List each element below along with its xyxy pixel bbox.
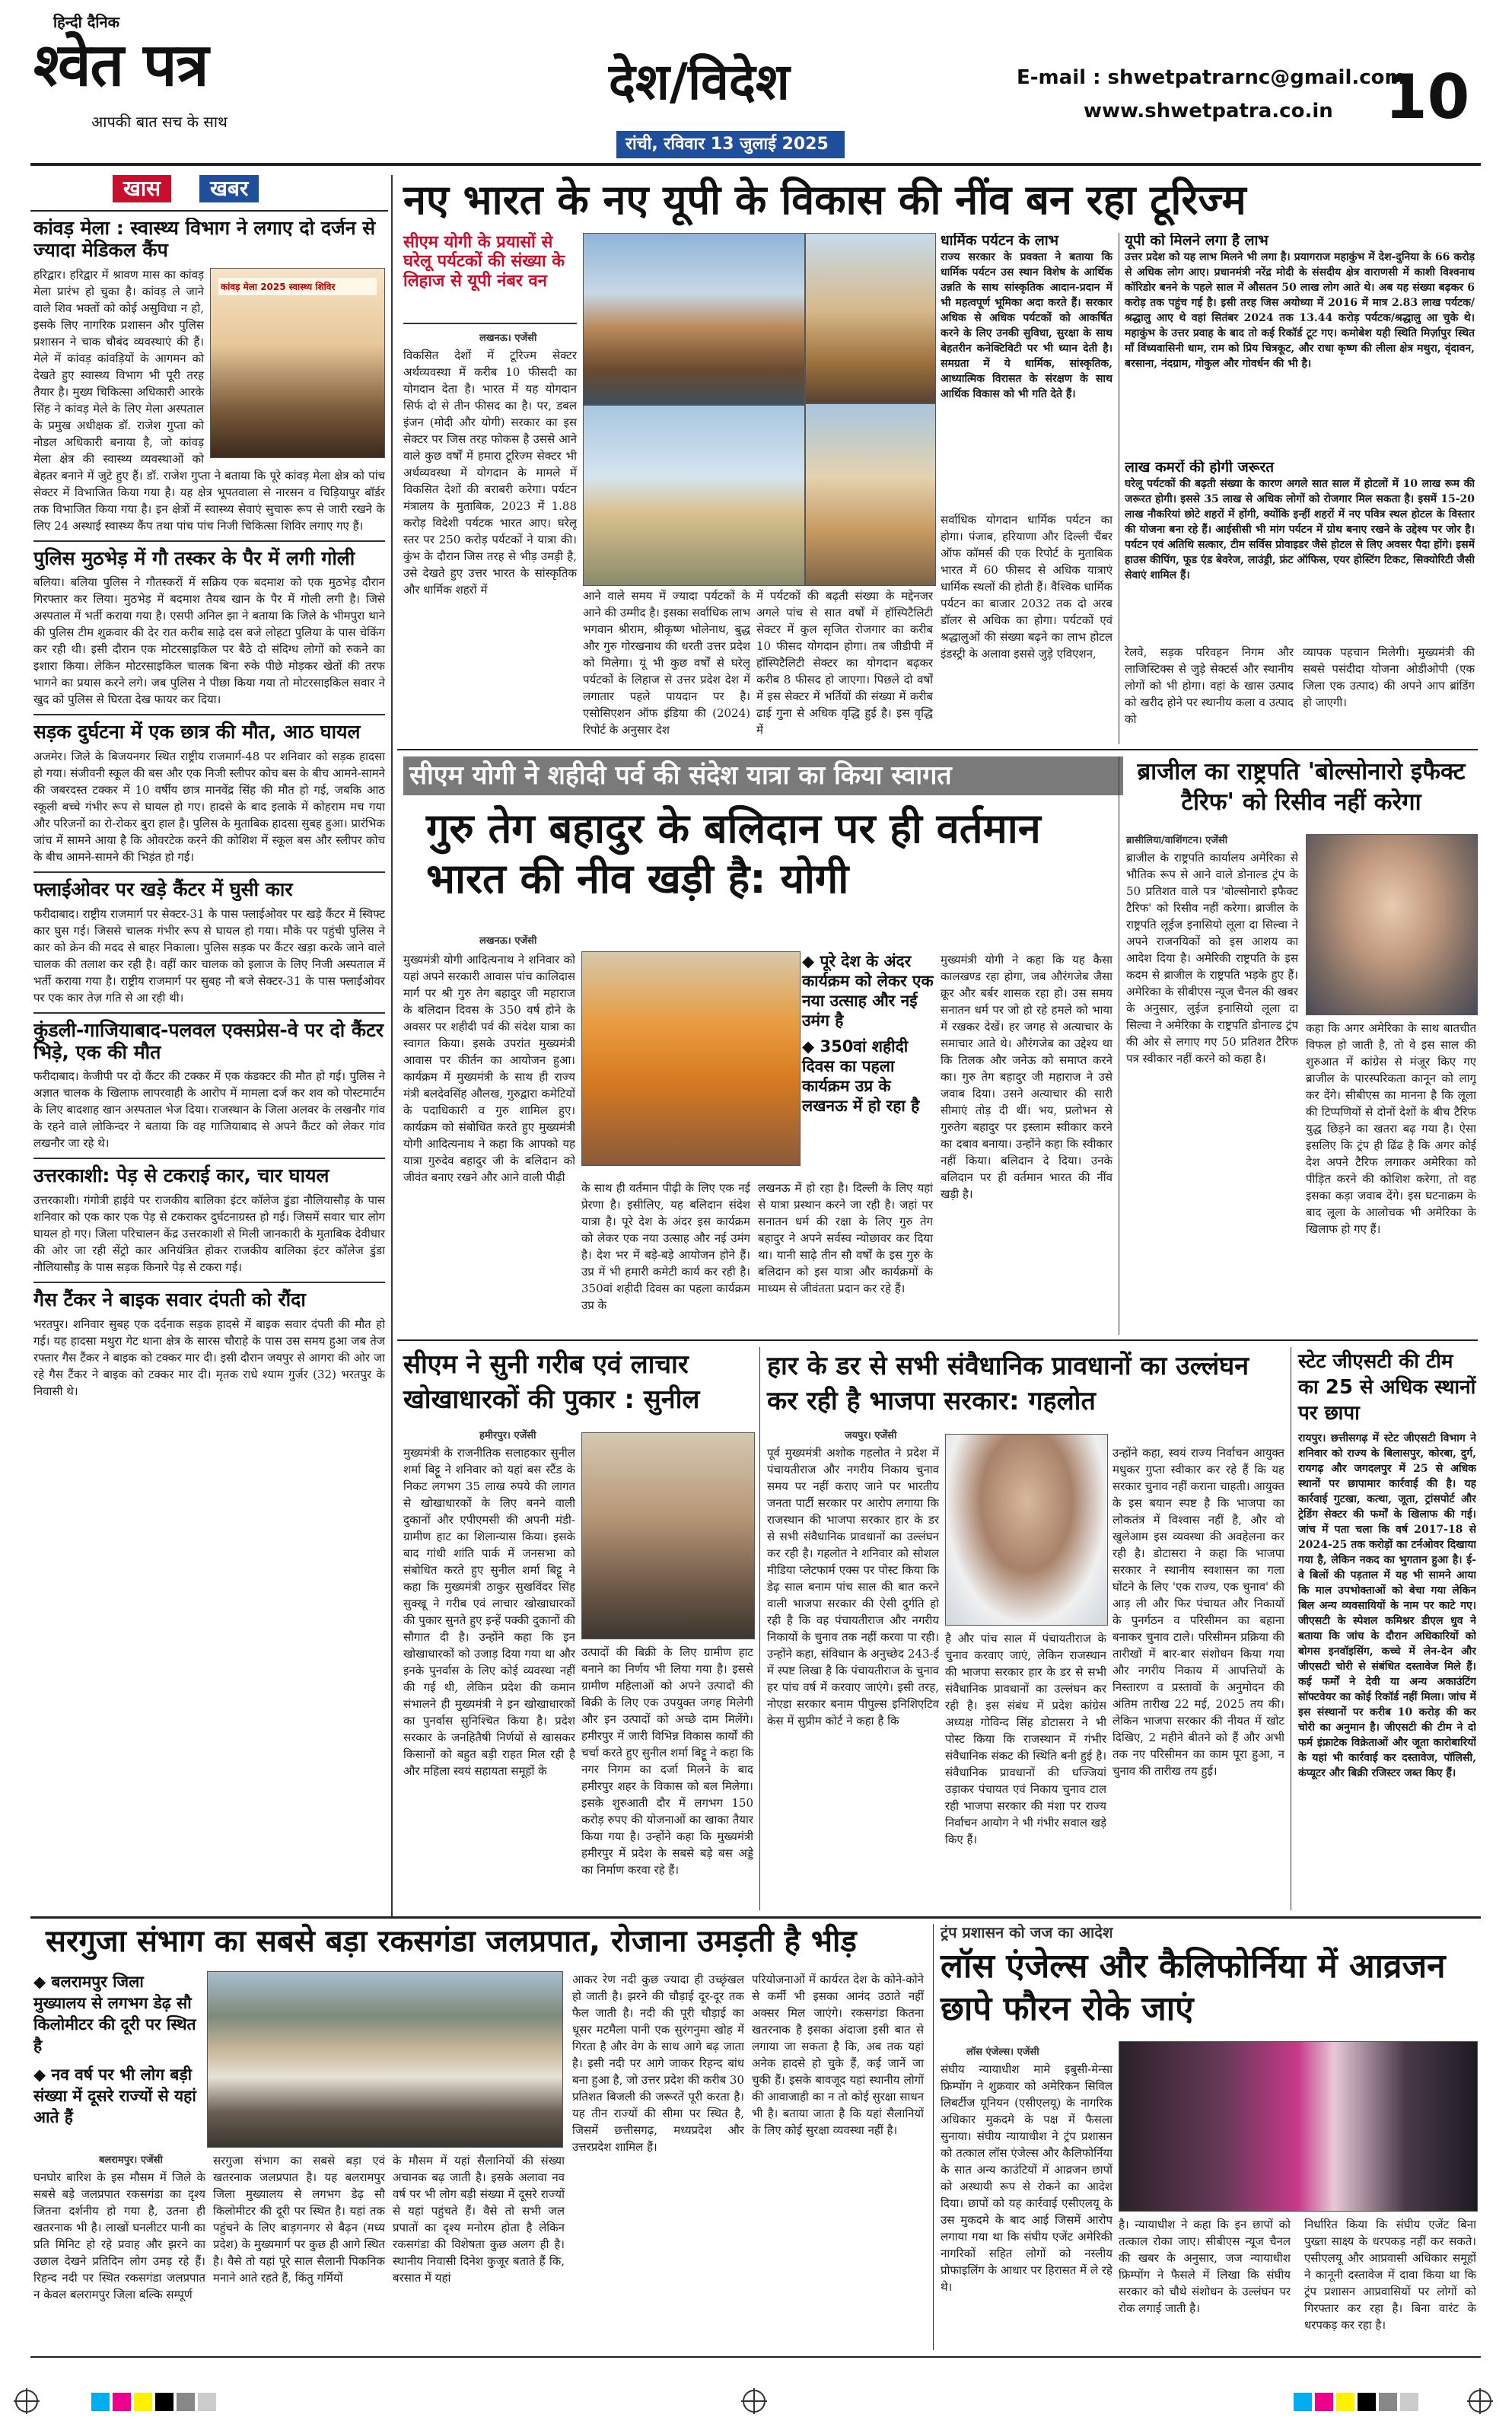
masthead-slogan: आपकी बात सच के साथ	[91, 113, 228, 131]
gehlot-body-col3: उन्होंने कहा, स्वयं राज्य निर्वाचन आयुक्त मधुकर गुप्ता स्वीकार कर रहे हैं कि यह सरकार चुनाव नहीं कराना चाहती। आयुक्त के इस बयान स्पष्ट है कि भाजपा का लोकतंत्र में विश्वास नहीं है, और वो खुलेआम इस व्यवस्था की अवहेलना कर रही है। डोटासरा ने कहा कि भाजपा सरकार ने स्थानीय स्वशासन का गला घोंटने के लिए 'एक राज्य, एक चुनाव' की आड़ ली और फिर पंचायत और निकायों के पुनर्गठन व परिसीमन का बहाना बनाकर चुनाव टाले। परिसीमन प्रक्रिया की तारीखों में बार-बार संशोधन किया गया और नगरीय निकाय में आपत्तियों के निस्तारण व प्रस्तावों के अनुमोदन की अंतिम तारीख 22 मई, 2025 तय की। लेकिन भाजपा सरकार की नीयत में खोट दिखिए, 2 महीने बीतने को हैं और अभी तक नए परिसीमन का काम पूरा हुआ, न चुनाव की तारीख तय हुई।	[1113, 1446, 1284, 1778]
medical-camp-banner: कांवड़ मेला 2025 स्वास्थ्य शिविर	[218, 278, 377, 295]
gehlot-body-col2: है और पांच साल में पंचायतीराज के चुनाव करवाए जाएं, लेकिन राजस्थान की भाजपा सरकार हार के डर से सभी संवैधानिक प्रावधानों का उल्लंघन कर रही है। इस संबंध में प्रदेश कांग्रेस अध्यक्ष गोविन्द सिंह डोटासरा ने भी पोस्ट किया कि राजस्थान में गंभीर संवैधानिक संकट की स्थिति बनी हुई है। संवैधानिक प्रावधानों की धज्जियां उड़ाकर पंचायत एवं निकाय चुनाव टाल रही भाजपा सरकार की मंशा पर राज्य निर्वाचन आयोग ने भी गंभीर सवाल खड़े किए हैं।	[945, 1632, 1106, 1846]
brief-headline: कांवड़ मेला : स्वास्थ्य विभाग ने लगाए दो दर्जन से ज्यादा मेडिकल कैंप	[33, 218, 376, 261]
waterfall-body-col4: आकर रेण नदी कुछ ज्यादा ही उच्छृंखल हो जाती है। झरने की चौड़ाई दूर-दूर तक फैल जाती है। नदी की पूरी चौड़ाई का धूसर मटमैला पानी एक सुरंगनुमा खोह में गिरता है और वेग के साथ आगे बढ़ जाता है। इसी नदी पर आगे जाकर रिहन्द बांध बना हुआ है, जो उत्तर प्रदेश की करीब 30 प्रतिशत बिजली की जरूरतें पूरी करता है। यह तीन राज्यों की सीमा पर स्थित है, जिसमें छत्तीसगढ़, मध्यप्रदेश और उत्तरप्रदेश शामिल हैं।	[572, 1973, 744, 2154]
varanasi-ghat-photo	[583, 233, 805, 405]
brief-body: बलिया। बलिया पुलिस ने गौतस्करों में सक्रिय एक बदमाश को एक मुठभेड़ दौरान गिरफ्तार कर लिया। मुठभेड़ में बदमाश तैयब खान के पैर में गोली लगी है। जिसे अस्पताल में भर्ती कराया गया है। एसपी अनिल झा ने बताया कि जिले के भीमपुरा थाने की पुलिस टीम शुक्रवार की देर रात करीब साढ़े दस बजे लोहटा पुलिया के पास चेकिंग कर रही थी। इसी दौरान एक मोटरसाइकिल पर बैठे दो संदिग्ध लोगों को रुकने का इशारा किया। लेकिन मोटरसाइकिल चालक बिना रुके पीछे मोड़कर खेतों की तरफ भागने का प्रयास करने लगे। जब पुलिस ने पीछा किया गया तो मोटरसाइकिल सवार ने खुद को पुलिस से घिरता देख फायर कर दिया।	[33, 575, 385, 707]
lead-byline: लखनऊ। एजेंसी	[479, 333, 537, 344]
waterfall-body-col5: परियोजनाओं में कार्यरत देश के कोने-कोने से कर्मी भी इसका आनंद उठाते नहीं अक्सर मिल जाएंगे। रकसगंडा कितना खतरनाक है इसका अंदाजा इसी बात से लगाया जा सकता है कि, अब तक यहां अनेक हादसे हो चुके हैं, कई जानें जा चुकी हैं। इसके बावजूद यहां स्थानीय लोगों की आवाजाही का न तो कोई सुरक्षा साधन भी है। बताया जाता है कि यहां सैलानियों के लिए कोई सुरक्षा व्यवस्था नहीं है।	[752, 1973, 924, 2137]
waterfall-body-col1: घनघोर बारिश के इस मौसम में जिले के सबसे बड़े जलप्रपात रकसगंडा का दृश्य जितना दर्शनीय हो गया है, उतना ही खतरनाक भी है। लाखों घनलीटर पानी का प्रति मिनिट हो रहे प्रवाह और झरने का उछाल देखने प्रतिदिन लोग उमड़ रहे हैं। रिहन्द नदी पर स्थित रकसगंडा जलप्रपात न केवल बलरामपुर जिला बल्कि सम्पूर्ण	[33, 2171, 205, 2301]
yogi-body-col1: मुख्यमंत्री योगी आदित्यनाथ ने शनिवार को यहां अपने सरकारी आवास पांच कालिदास मार्ग पर श्री गुरु तेग बहादुर जी महाराज के बलिदान दिवस के 350 वर्ष होने के अवसर पर शहीदी पर्व की संदेश यात्रा का स्वागत किया। इसके उपरांत मुख्यमंत्री आवास पर कीर्तन का आयोजन हुआ। कार्यक्रम में मुख्यमंत्री के साथ ही राज्य मंत्री बलदेवसिंह औलख, गुरुद्वारा कमेटियों के पदाधिकारी व गुरु शामिल हुए। कार्यक्रम को संबोधित करते हुए मुख्यमंत्री योगी आदित्यनाथ ने कहा कि आपको यह यात्रा गुरुदेव बहादुर जी के बलिदान को जीवंत बनाए रखने और आने वाली पीढ़ी	[403, 953, 575, 1184]
waterfall-bullets	[33, 1971, 201, 2139]
la-body-col3: निर्धारित किया कि संघीय एजेंट बिना पुख्ता साक्ष्य के धरपकड़ नहीं कर सकते। एसीएलयू और आप्रवासी अधिकार समूहों ने कानूनी दस्तावेज में दावा किया था कि ट्रंप प्रशासन आप्रवासियों पर लोगों को गिरफ्तार कर रहा है। बिना वारंट के धरपकड़ कर रहा है।	[1304, 2218, 1476, 2332]
website-text[interactable]: www.shwetpatra.co.in	[1084, 100, 1333, 123]
brief-headline: फ्लाईओवर पर खड़े कैंटर में घुसी कार	[33, 878, 293, 900]
sunil-byline: हमीरपुर। एजेंसी	[479, 1430, 536, 1441]
up-benefit-box	[1125, 233, 1475, 454]
brief-body: हरिद्वार। हरिद्वार में श्रावण मास का कांवड़ मेला प्रारंभ हो चुका है। कांवड़ ले जाने वाले शिव भक्तों को कोई असुविधा न हो, इसके लिए नागरिक प्रशासन और पुलिस प्रशासन ने चाक चौबंद व्यवस्थाएं की हैं। मेले में कांवड़ कांवड़ियों के आगमन को देखते हुए स्वास्थ्य विभाग भी पूरी तरह तैयार है। मुख्य चिकित्सा अधिकारी आरके सिंह ने कांवड़ मेले के लिए मेला अस्पताल के प्रमुख अधीक्षक डॉ. राजेश गुप्ता को नोडल अधिकारी बनाया है, जो कांवड़ मेला क्षेत्र की स्वास्थ्य व्यवस्थाओं को बेहतर बनाने में जुटे हुए हैं। डॉ. राजेश गुप्ता ने बताया कि पूरे कांवड़ मेला क्षेत्र को पांच सेक्टर में विभाजित किया गया है। यह क्षेत्र भूपतवाला से नारसन व चिड़ियापुर बॉर्डर तक विभाजित किया गया है। इन क्षेत्रों में स्वास्थ्य सेवाएं सुचारू रूप से जारी रखने के लिए 24 अस्थाई स्वास्थ्य कैंप तथा पांच पांच निजी चिकित्सा शिविर लगाए गए हैं।	[33, 267, 385, 533]
box-body: राज्य सरकार के प्रवक्ता ने बताया कि धार्मिक पर्यटन उस स्थान विशेष के आर्थिक उन्नति के साथ सांस्कृतिक आदान-प्रदान में भी महत्वपूर्ण भूमिका अदा करते हैं। सरकार अधिक से अधिक पर्यटकों को आकर्षित करने के लिए उनकी सुविधा, सुरक्षा के साथ बेहतरीन कनेक्टिविटी पर भी ध्यान देती है। समग्रता में ये धार्मिक, सांस्कृतिक, आध्यात्मिक विरासत के संरक्षण के साथ आर्थिक विकास को भी गति देते हैं।	[941, 250, 1113, 400]
religious-tourism-box	[941, 233, 1113, 507]
waterfall-bullet: ◆ बलरामपुर जिला मुख्यालय से लगभग डेढ़ सौ किलोमीटर की दूरी पर स्थित है	[33, 1973, 196, 2055]
waterfall-bullet: ◆ नव वर्ष पर भी लोग बड़ी संख्या में दूसरे राज्यों से यहां आते हैं	[33, 2065, 196, 2126]
brazil-body-col1: ब्राजील के राष्ट्रपति कार्यालय अमेरिका से भौतिक रूप से आने वाले डोनाल्ड ट्रंप के 50 प्रतिशत वाले पत्र 'बोल्सोनारो इफैक्ट टैरिफ' को रिसीव नहीं करेगा। ब्राजील के राष्ट्रपति लूईज इनासियो लूला दा सिल्वा ने अपने राजनयिकों को इस आशय का आदेश दिया है। अमेरिकी राष्ट्रपति के इस कदम से ब्राजील के राष्ट्रपति भड़के हुए हैं। अमेरिका के सीबीएस न्यूज चैनल की खबर के अनुसार, लुईज इनासियो लूला दा सिल्वा ने अमेरिका के राष्ट्रपति डोनाल्ड ट्रंप की ओर से लगाए गए 50 प्रतिशत टैरिफ पत्र स्वीकार नहीं करने को कहा है।	[1126, 851, 1298, 1065]
la-headline: लॉस एंजेल्स और कैलिफोर्निया में आव्रजन छापे फौरन रोके जाएं	[941, 1947, 1446, 2028]
left-column	[33, 218, 385, 1900]
masthead-tagline: हिन्दी दैनिक	[53, 13, 120, 31]
gst-body: रायपुर। छत्तीसगढ़ में स्टेट जीएसटी विभाग ने शनिवार को राज्य के बिलासपुर, कोरबा, दुर्ग, रायगढ़ और जगदलपुर में 25 से अधिक स्थानों पर छापामार कार्रवाई की है। यह कार्रवाई गुटखा, कत्था, जूता, ट्रांसपोर्ट और ट्रेडिंग सेक्टर की फर्मों के खिलाफ की गई। जांच में पता चला कि वर्ष 2017-18 से 2024-25 तक करोड़ों का टर्नओवर दिखाया गया है, लेकिन नकद का भुगतान हुआ है। ई-वे बिलों की पड़ताल में यह भी सामने आया कि माल उपभोक्ताओं को बेचा गया लेकिन बिल अन्य व्यवसायियों के नाम पर काटे गए। जीएसटी के स्पेशल कमिश्नर डीएल धुव ने बताया कि जांच के दौरान अधिकारियों को बोगस इनवॉइसिंग, कच्चे में लेन-देन और जीएसटी चोरी से संबंधित दस्तावेज मिले हैं। कई फर्मों ने देवी या अन्य अकाउंटिंग सॉफ्टवेयर का कोई रिकॉर्ड नहीं मिला। जांच में इस संस्थानों पर करीब 10 करोड़ की कर चोरी का अनुमान है। जीएसटी की टीम ने दो फर्म इंफ्राटेक विक्रेताओं और जूता कारोबारियों के यहां भी कार्रवाई कर दस्तावेज, पॉलिसी, कंप्यूटर और बिक्री रजिस्टर जब्त किए हैं।	[1298, 1432, 1476, 1779]
brief-item	[33, 218, 385, 534]
waterfall-body-col2: सरगुजा संभाग का सबसे बड़ा एवं खतरनाक जलप्रपात है। यह बलरामपुर जिला मुख्यालय से लगभग डेढ़ सौ किलोमीटर की दूरी पर स्थित है। यहां तक पहुंचने के लिए बाड़गनगर से बैढ़न (मध्य प्रदेश) के मुख्यमार्ग पर कुछ ही आगे स्थित है। वैसे तो यहां पूरे साल सैलानी पिकनिक मनाने आते रहते हैं, किंतु गर्मियों	[213, 2154, 385, 2285]
brief-headline: सड़क दुर्घटना में एक छात्र की मौत, आठ घायल	[33, 721, 361, 744]
brief-headline: उत्तरकाशी: पेड़ से टकराई कार, चार घायल	[33, 1164, 329, 1187]
la-raid-photo	[1119, 2041, 1478, 2212]
temple-photo	[805, 233, 936, 403]
bullet-text: बलरामपुर जिला मुख्यालय से लगभग डेढ़ सौ किलोमीटर की दूरी पर स्थित है	[33, 1973, 196, 2055]
yogi-bullets	[802, 951, 936, 1180]
brief-headline: गैस टैंकर ने बाइक सवार दंपती को रौंदा	[33, 1288, 306, 1311]
gehlot-body-col1: पूर्व मुख्यमंत्री अशोक गहलोत ने प्रदेश में पंचायतीराज और नगरीय निकाय चुनाव समय पर नहीं कराए जाने पर भारतीय जनता पार्टी सरकार पर आरोप लगाया कि राजस्थान की भाजपा सरकार हार के डर से सभी संवैधानिक प्रावधानों का उल्लंघन कर रही है। गहलोत ने शनिवार को सोशल मीडिया प्लेटफार्म एक्स पर पोस्ट किया कि डेढ़ साल बनाम पांच साल की बात करने वाली भाजपा सरकार की ऐसी दुर्गति हो रही है कि वह पंचायतीराज और नगरीय निकायों के चुनाव तक नहीं करवा पा रही। उन्होंने कहा, संविधान के अनुच्छेद 243-ई में स्पष्ट लिखा है कि पंचायतीराज के चुनाव हर पांच वर्ष में करवाए जाएंगे। इसी तरह, नोएडा सरकार बनाम पीपुल्स इनिशिएटिव केस में सुप्रीम कोर्ट ने कहा है कि	[767, 1446, 939, 1728]
brief-body: भरतपुर। शनिवार सुबह एक दर्दनाक सड़क हादसे में बाइक सवार दंपती की मौत हो गई। यह हादसा मथुरा गेट थाना क्षेत्र के सारस चौराहे के पास उस समय हुआ जब तेज रफ्तार गैस टैंकर ने बाइक को टक्कर मार दी। इसी दौरान जयपुर से आगरा की ओर जा रहे गैस टैंकर ने बाइक को टक्कर मार दी। मृतक राधे श्याम गुर्जर (32) भरतपुर के निवासी थे।	[33, 1317, 385, 1398]
sunil-body-col1: मुख्यमंत्री के राजनीतिक सलाहकार सुनील शर्मा बिट्टू ने शनिवार को यहां बस स्टैंड के निकट लगभग 35 लाख रुपये की लागत से खोखाधारकों के लिए बनने वाली दुकानों और एपीएमसी की अपनी मंडी-ग्रामीण हाट का शिलान्यास किया। इसके बाद गांधी शांति पार्क में जनसभा को संबोधित करते हुए सुनील शर्मा बिट्टू ने कहा कि मुख्यमंत्री ठाकुर सुखविंदर सिंह सुक्खू ने गरीब एवं लाचार खोखाधारकों की पुकार सुनते हुए इन्हें पक्की दुकानों की सौगात दी है। उन्होंने कहा कि इन खोखाधारकों को उजाड़ दिया गया था और इनके पुनर्वास के लिए कोई व्यवस्था नहीं की गई थी, लेकिन प्रदेश की कमान संभालने ही मुख्यमंत्री ने इन खोखाधारकों का पुनर्वास सुनिश्चित किया है। प्रदेश सरकार के जनहितैषी निर्णयों से खासकर किसानों को बहुत बड़ी राहत मिल रही है और महिला स्वयं सहायता समूहों के	[403, 1446, 575, 1778]
section-title: देश/विदेश	[609, 53, 790, 111]
medical-camp-photo	[210, 268, 385, 458]
la-divider	[933, 1924, 934, 2350]
lead-body-col1: विकसित देशों में टूरिज्म सेक्टर अर्थव्यवस्था में करीब 10 फीसदी का योगदान देता है। भारत में यह योगदान सिर्फ दो से तीन फीसद का है। पर, डबल इंजन (मोदी और योगी) सरकार का इस सेक्टर पर जिस तरह फोकस है उससे आने वाले कुछ वर्षों में हमारा टूरिज्म सेक्टर भी अर्थव्यवस्था में योगदान के मामले में विकसित देशों की बराबरी करेगा। पर्यटन मंत्रालय के मुताबिक, 2023 में 1.88 करोड़ विदेशी पर्यटक भारत आए। घरेलू स्तर पर 250 करोड़ पर्यटकों ने यात्रा की। कुंभ के दौरान जिस तरह से भीड़ उमड़ी है, उसे देखते हुए उत्तर भारत के सांस्कृतिक और धार्मिक शहरों में	[403, 349, 577, 597]
yogi-body-col2: के साथ ही वर्तमान पीढ़ी के लिए एक नई प्रेरणा है। इसीलिए, यह बलिदान संदेश यात्रा है। पूरे देश के अंदर इस कार्यक्रम को लेकर एक नया उत्साह और नई उमंग है। देश भर में बड़े-बड़े आयोजन होने हैं। उप्र में भी हमारी कमेटी कार्य कर रही है। 350वां शहीदी दिवस का पहला कार्यक्रम उप्र के	[581, 1181, 750, 1312]
brief-body: उत्तरकाशी। गंगोत्री हाईवे पर राजकीय बालिका इंटर कॉलेज डुंडा नौलियासौड़ के पास शनिवार को एक कार एक पेड़ से टकराकर दुर्घटनाग्रस्त हो गई। जिसमें सवार चार लोग घायल हो गए। जिला परिचालन केंद्र उत्तरकाशी से मिली जानकारी के मुताबिक देवीधार की ओर जा रही सेंट्रो कार अनियंत्रित होकर राजकीय बालिका इंटर कॉलेज डुंडा नौलियासौड़ के पास सड़क किनारे पेड़ से टकरा गई।	[33, 1193, 385, 1274]
waterfall-headline: सरगुजा संभाग का सबसे बड़ा रकसगंडा जलप्रपात, रोजाना उमड़ती है भीड़	[46, 1924, 857, 1959]
brief-body: फरीदाबाद। केजीपी पर दो कैंटर की टक्कर में एक कंडक्टर की मौत हो गई। पुलिस ने अज्ञात चालक के खिलाफ लापरवाही के आरोप में मामला दर्ज कर शव को पोस्टमार्टम के लिए बादशाह खान अस्पताल भेज दिया। राजस्थान के जिला अलवर के लखनौर गांव के रहने वाले लोकिन्दर ने बताया कि वह गाजियाबाद से अपने कैंटर को लेकर गांव लखनौर जा रहे थे।	[33, 1069, 385, 1151]
box-head: लाख कमरों की होगी जरूरत	[1125, 460, 1275, 476]
lead-body-col4: सर्वाधिक योगदान धार्मिक पर्यटन का होगा। पंजाब, हरियाणा और दिल्ली चैंबर ऑफ कॉमर्स की एक रिपोर्ट के मुताबिक भारत में 60 फीसद से अधिक यात्राएं धार्मिक स्थलों की होती हैं। वैश्विक धार्मिक पर्यटन का बाजार 2032 तक दो अरब डॉलर से अधिक का होगा। पर्यटकों एवं श्रद्धालुओं की संख्या बढ़ने का लाभ होटल इंडस्ट्री के अलावा इससे जुड़े एविएशन,	[941, 513, 1113, 661]
yogi-photo	[581, 951, 801, 1166]
waterfall-photo	[207, 1971, 563, 2148]
la-body-col2: है। न्यायाधीश ने कहा कि इन छापों को तत्काल रोका जाए। सीबीएस न्यूज चैनल की खबर के अनुसार, जज न्यायाधीश फ्रिम्पोंग ने फैसले में लिखा कि संघीय सरकार को चौथे संशोधन के उल्लंघन पर रोक लगाई जाती है।	[1119, 2218, 1291, 2315]
mid-rule	[397, 1339, 1478, 1341]
la-body-col1: संघीय न्यायाधीश मामे इबुसी-मेन्सा फ्रिम्पोंग ने शुक्रवार को अमेरिकन सिविल लिबर्टीज यूनियन (एसीएलयू) के नागरिक अधिकार मुकदमे के पक्ष में फैसला सुनाया। संघीय न्यायाधीश ने ट्रंप प्रशासन को तत्काल लॉस एंजेल्स और कैलिफोर्निया के सात अन्य काउंटियों में आव्रजन छापों को अस्थायी रूप से रोकने का आदेश दिया। छापों को यह कार्रवाई एसीएलयू के उस मुकदमे के बाद आई जिसमें आरोप लगाया गया था कि संघीय एजेंट अमेरिकी नागरिकों सहित लोगों को नस्लीय प्रोफाइलिंग के आधार पर हिरासत में ले रहे थे।	[941, 2062, 1113, 2294]
color-bar-left	[91, 2393, 219, 2414]
brazil-body-col2: कहा कि अगर अमेरिका के साथ बातचीत विफल हो जाती है, तो वे इस साल की शुरुआत में कांग्रेस से मंजूर किए गए ब्राजील के पारस्परिकता कानून को लागू कर देंगे। सीबीएस का मानना है कि लूला की टिप्पणियों से दोनों देशों के बीच टैरिफ युद्ध छिड़ने का खतरा बढ़ गया है। ऐसा इसलिए कि ट्रंप ही ढिंढ है कि अगर कोई देश अपने टैरिफ लगाकर अमेरिका को पीड़ित करने की कोशिश करेगा, तो वह इसका कड़ा जवाब देंगे। इस घटनाक्रम के बाद लूला के आलोचक भी अमेरिका के खिलाफ हो गए हैं।	[1306, 1021, 1476, 1236]
lead-bottom-rule	[397, 749, 1478, 750]
footer-rule	[30, 2356, 1481, 2358]
waterfall-body-col3: के मौसम में यहां सैलानियों की संख्या अचानक बढ़ जाती है। इसके अलावा नव वर्ष पर भी लोग बड़ी संख्या में दूसरे राज्यों से यहां पहुंचते हैं। वैसे तो सभी जल प्रपातों का दृश्य मनोरम होता है लेकिन रकसगंडा की विशेषता कुछ अलग ही है। स्थानीय निवासी दिनेश कुजूर बताते हैं कि, बरसात में यहां	[393, 2154, 565, 2285]
waterfall-byline: बलरामपुर। एजेंसी	[99, 2155, 163, 2166]
box-head: धार्मिक पर्यटन के लाभ	[941, 233, 1059, 249]
lead-body-col6: व्यापक पहचान मिलेगी। मुख्यमंत्री की सबसे पसंदीदा योजना ओडीओपी (एक जिला एक उत्पाद) की अपने आप ब्रांडिंग हो जाएगी।	[1303, 645, 1475, 709]
gehlot-headline: हार के डर से सभी संवैधानिक प्रावधानों का उल्लंघन कर रही है भाजपा सरकार: गहलोत	[767, 1351, 1249, 1416]
bullet-text: नव वर्ष पर भी लोग बड़ी संख्या में दूसरे राज्यों से यहां आते हैं	[33, 2065, 196, 2126]
ram-mandir-photo	[805, 403, 936, 586]
yogi-bullet: ◆ पूरे देश के अंदर कार्यक्रम को लेकर एक नया उत्साह और नई उमंग है	[802, 952, 934, 1030]
lead-body-col2: आने वाले समय में ज्यादा पर्यटकों के आने की उम्मीद है। इसका सर्वाधिक लाभ भगवान श्रीराम, श्रीकृष्ण भोलेनाथ, बुद्ध और गुरु गोरखनाथ की धरती उत्तर प्रदेश को मिलेगा। यूं भी कुछ वर्षों से घरेलू पर्यटकों के लिहाज से उत्तर प्रदेश देश में लगातार पहले पायदान पर है। एसोसिएशन ऑफ इंडिया की (2024) रिपोर्ट के अनुसार देश	[583, 589, 750, 737]
lower-rule	[30, 1916, 1481, 1919]
brief-headline: पुलिस मुठभेड़ में गौ तस्कर के पैर में लगी गोली	[33, 546, 355, 569]
box-body: उत्तर प्रदेश को यह लाभ मिलने भी लगा है। प्रयागराज महाकुंभ में देश-दुनिया के 66 करोड़ से अधिक लोग आए। प्रधानमंत्री नरेंद्र मोदी के संसदीय क्षेत्र वाराणसी में काशी विश्वनाथ कॉरिडोर बनने के पहले साल में औसतन 50 लाख लोग आते थे। अब यह संख्या बढ़कर 6 करोड़ तक पहुंच गई है। इसी तरह जिस अयोध्या में 2016 में मात्र 2.83 लाख पर्यटक/श्रद्धालु आए थे वहां सितंबर 2024 तक 13.44 करोड़ पर्यटक/श्रद्धालु आ चुके थे। महाकुंभ के उत्तर प्रवाह के बाद तो कई रिकॉर्ड टूट गए। कमोबेश यही स्थिति मिर्ज़ापुर स्थित माँ विंध्यवासिनी धाम, राम को प्रिय चित्रकूट, और राधा कृष्ण की लीला क्षेत्र मथुरा, वृंदावन, बरसाना, नंदग्राम, गोकुल और गोवर्धन की भी है।	[1125, 250, 1475, 370]
sunil-event-photo	[581, 1432, 755, 1639]
rooms-box	[1125, 460, 1475, 639]
brief-body: अजमेर। जिले के बिजयनगर स्थित राष्ट्रीय राजमार्ग-48 पर शनिवार को सड़क हादसा हो गया। संजीवनी स्कूल की बस और एक निजी स्लीपर कोच बस के बीच आमने-सामने की जबरदस्त टक्कर में 10 वर्षीय छात्र मानवेंद्र सिंह की मौत हो गई, जबकि आठ स्कूली बच्चे गंभीर रूप से घायल हो गए। हादसे के बाद इलाके में कोहराम मच गया और परिजनों का रो-रोकर बुरा हाल है। पुलिस के मुताबिक हादसा सुबह हुआ। प्रारंभिक जांच में सामने आया है कि ओवरटेक करने की कोशिश में स्कूल बस और स्लीपर कोच के बीच आमने-सामने की भिड़ंत हो गई।	[33, 750, 385, 864]
gehlot-byline: जयपुर। एजेंसी	[845, 1430, 897, 1441]
color-bar-right	[1294, 2393, 1421, 2414]
lead-deck-box	[403, 233, 577, 324]
brief-headline: कुंडली-गाजियाबाद-पलवल एक्सप्रेस-वे पर दो कैंटर भिड़े, एक की मौत	[33, 1018, 384, 1063]
lead-body-col5: रेलवे, सड़क परिवहन निगम और लाजिस्टिक्स से जुड़े सेक्टर्स और स्थानीय लोगों को भी होगा। वहां के खास उत्पाद को खरीद होने पर स्थानीय कला व उत्पाद को	[1125, 645, 1294, 726]
lead-headline: नए भारत के नए यूपी के विकास की नींव बन रहा टूरिज्म	[403, 176, 1246, 224]
registration-mark-icon	[1469, 2390, 1491, 2413]
yogi-kicker: सीएम योगी ने शहीदी पर्व की संदेश यात्रा का किया स्वागत	[403, 756, 1123, 795]
yogi-byline: लखनऊ। एजेंसी	[479, 935, 537, 947]
bullet-text: 350वां शहीदी दिवस का पहला कार्यक्रम उप्र के लखनऊ में हो रहा है	[802, 1037, 920, 1115]
lula-photo	[1306, 834, 1478, 1015]
sunil-body-col2: उत्पादों की बिक्री के लिए ग्रामीण हाट बनाने का निर्णय भी लिया गया है। इससे ग्रामीण महिलाओं को अपने उत्पादों की बिक्री के लिए एक उपयुक्त जगह मिलेगी और इन उत्पादों को अच्छे दाम मिलेंगे। हमीरपुर में जारी विभिन्न विकास कार्यों की चर्चा करते हुए सुनील शर्मा बिट्टू ने कहा कि नगर निगम का दर्जा मिलने के बाद हमीरपुर शहर के विकास को बल मिलेगा। इसके शुरुआती दौर में लगभग 150 करोड़ रुपए की योजनाओं का खाका तैयार किया गया है। उन्होंने कहा कि मुख्यमंत्री हमीरपुर में प्रदेश के सबसे बड़े बस अड्डे का निर्माण करवा रहे हैं।	[581, 1645, 753, 1877]
gst-headline: स्टेट जीएसटी की टीम का 25 से अधिक स्थानों पर छापा	[1298, 1350, 1476, 1425]
sunil-headline: सीएम ने सुनी गरीब एवं लाचार खोखाधारकों की पुकार : सुनील	[403, 1349, 700, 1415]
registration-mark-icon	[15, 2390, 38, 2413]
yogi-headline: गुरु तेग बहादुर के बलिदान पर ही वर्तमान भारत की नीव खड़ी है: योगी	[426, 804, 1041, 903]
left-col-divider	[391, 175, 393, 1918]
yogi-body-col3: लखनऊ में हो रहा है। दिल्ली के लिए यहां से यात्रा प्रस्थान करने जा रही है। जहां पर सनातन धर्म की रक्षा के लिए गुरु तेग बहादुर ने अपने सर्वस्व न्योछावर कर दिया था। यानी साढ़े तीन सौ वर्षों के इस गुरु के बलिदान को इस यात्रा और कार्यक्रमों के माध्यम से जीवंतता प्रदान कर रहे हैं।	[758, 1181, 933, 1295]
khabar-tag: खबर	[199, 175, 259, 202]
brazil-headline: ब्राजील का राष्ट्रपति 'बोल्सोनारो इफैक्ट टैरिफ' को रिसीव नहीं करेगा	[1137, 758, 1466, 816]
yogi-body-col4: मुख्यमंत्री योगी ने कहा कि यह कैसा कालखण्ड रहा होगा, जब औरंगजेब जैसा क्रूर और बर्बर शासक रहा हो। उस समय सनातन धर्म पर जो हो रहे हमले को भाया में रखकर देखें। हर जगह से अत्याचार के समाचार आते थे। औरंगजेब का उद्देश्य था कि तिलक और जनेऊ को समाप्त करने का। गुरु तेग बहादुर जी महाराज ने उसे जवाब दिया। उसने अत्याचार की सारी सीमाएं तोड़ दी थीं। भय, प्रलोभन से गुरुतेग बहादुर पर इस्लाम स्वीकार करने का दबाव बनाया। उन्होंने कहा कि स्वीकार नहीं किया। बलिदान दे दिया। उनके बलिदान पर ही वर्तमान भारत की नींव खड़ी है।	[941, 953, 1113, 1201]
box-head: यूपी को मिलने लगा है लाभ	[1125, 233, 1268, 249]
brazil-byline: ब्रासीलिया/वाशिंगटन। एजेंसी	[1126, 835, 1228, 846]
registration-mark-icon	[743, 2390, 766, 2413]
buddha-statue-photo	[583, 405, 805, 586]
lead-body-col3: में पर्यटकों की बढ़ती संख्या के मद्देनजर अगले पांच से सात वर्षों में हॉस्पिटैलिटी सेक्टर में कुल सृजित रोजगार का करीब 10 फीसद योगदान होगा। तब जीडीपी में हॉस्पिटैलिटी सेक्टर का योगदान बढ़कर करीब 8 फीसद हो जाएगा। पिछले दो वर्षों में इस सेक्टर में भर्तियों की संख्या में करीब ढाई गुना से अधिक वृद्धि हुई है। इस वृद्धि में	[756, 589, 933, 737]
la-kicker: ट्रंप प्रशासन को जज का आदेश	[941, 1923, 1113, 1941]
khas-rule	[30, 210, 388, 212]
la-byline: लॉस एंजेल्स। एजेंसी	[966, 2046, 1039, 2058]
masthead-rule	[30, 163, 1481, 166]
masthead-logo: श्वेत पत्र	[33, 31, 208, 100]
yogi-bullet: ◆ 350वां शहीदी दिवस का पहला कार्यक्रम उप्र के लखनऊ में हो रहा है	[802, 1037, 920, 1115]
bullet-text: पूरे देश के अंदर कार्यक्रम को लेकर एक नया उत्साह और नई उमंग है	[802, 952, 934, 1030]
khas-tag: खास	[113, 175, 171, 202]
gehlot-photo	[945, 1434, 1108, 1626]
email-text[interactable]: E-mail : shwetpatrarnc@gmail.com	[1017, 66, 1405, 89]
lead-deck: सीएम योगी के प्रयासों से घरेलू पर्यटकों की संख्या के लिहाज से यूपी नंबर वन	[403, 233, 565, 291]
sunil-divider	[759, 1347, 760, 1910]
dateline: रांची, रविवार 13 जुलाई 2025	[625, 135, 829, 154]
box-body: घरेलू पर्यटकों की बढ़ती संख्या के कारण अगले सात साल में होटलों में 10 लाख रूम की जरूरत होगी। इससे 35 लाख से अधिक लोगों को रोजगार मिल सकता है। इसमें 15-20 लाख नौकरियां छोटे शहरों में होंगी, क्योंकि इन्हीं शहरों में नए पवित्र स्थल होटल के विस्तार की योजना बना रहे हैं। आईसीसी भी मांग पर्यटन में ग्रोथ बनाए रखने के उद्देश्य पर जोर है। पर्यटन एवं अतिथि सत्कार, टीम सर्विस प्रोवाइडर जैसे होटल से लिए अवसर पैदा होंगे। इसमें हाउस कीपिंग, फूड एंड बेवरेज, लाउंड्री, फ्रंट ऑफिस, एयर होस्टिंग टिकट, सिक्योरिटी जैसी सेवाएं शामिल हैं।	[1125, 477, 1475, 581]
brief-body: फरीदाबाद। राष्ट्रीय राजमार्ग पर सेक्टर-31 के पास फ्लाईओवर पर खड़े कैंटर में स्विफ्ट कार घुस गई। जिससे चालक गंभीर रूप से घायल हो गया। मौके पर पहुंची पुलिस ने कार को क्रेन की मदद से बाहर निकाला। पुलिस सड़क पर कैंटर खड़ा करके जाने वाले चालक की तलाश कर रही है। वहीं कार चालक को इलाज के लिए निजी अस्पताल में भर्ती कराया गया है। राष्ट्रीय राजमार्ग पर सुबह नौ बजे सेक्टर-31 के पास फ्लाईओवर पर एक कार तेज़ गति से आ रही थी।	[33, 906, 385, 1005]
page-number: 10	[1385, 62, 1470, 132]
